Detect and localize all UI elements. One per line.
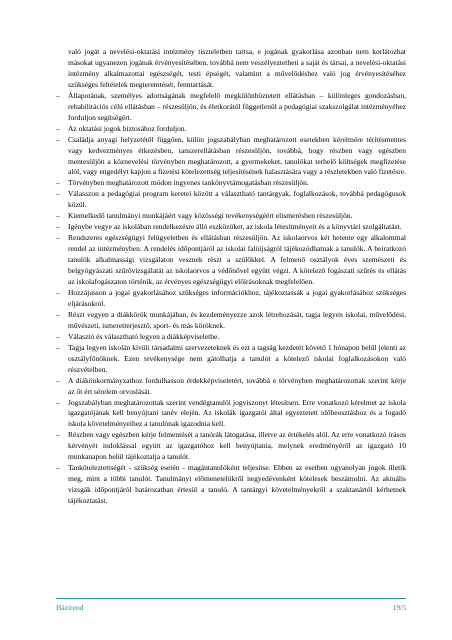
list-item [56, 189, 406, 211]
list-item-text: Családja anyagi helyzetétől függően, külön jogszabályban meghatározott esetekben kérelmére térítésmentes vagy kedvezményes étkezésben, tanszerellátásban részesüljön, továbbá, hogy részben vagy egészben mentesüljön a köznevelési törvényben meghatározott, a gyermekeket, tanulókat terhelő költségek megfizetése alól, vagy engedélyt kapjon a fizetési kötelezettség teljesítésének halasztására vagy a részletekben való fizetésre. [68, 134, 406, 177]
list-item [56, 463, 406, 507]
page-content [56, 47, 406, 507]
list-item [56, 222, 406, 233]
list-item [56, 343, 406, 376]
list-item [56, 376, 406, 398]
list-item-text: Rendszeres egészségügyi felügyeletben és ellátásban részesüljön. Az iskolaorvos két hetente egy alkalommal rendel az intézményben. A rendelés időpontjáról az iskolai faliújságról tájékozódhatnak a tanulók. A beiratkozó tanulók alkalmassági vizsgálaton vesznek részt a szülőkkel. A felmenő osztályok éves szemészeti és belgyógyászati szűrővizsgálatát az iskolaorvos a védőnővel együtt végzi. A kötelező fogászati szűrés és ellátás az iskolafogászaton történik, az érvényes egészségügyi előírásoknak megfelelően. [68, 233, 406, 287]
bullet-dash-icon: – [56, 222, 60, 232]
list-item [56, 288, 406, 310]
intro-paragraph: való jogát a nevelési-oktatási intézmény tiszteletben tartsa, e jogának gyakorlása azonban nem korlátozhat másokat ugyanezen jogának érvényesítésében, továbbá nem veszélyeztetheti a saját és társai, a nevelési-oktatási intézmény alkalmazottai egészségét, testi épségét, valamint a művelődéshez való jog érvényesítéséhez szükséges feltételek megteremtését, fenntartását. [68, 47, 406, 89]
list-item-text: Állapotának, személyes adottságának megfelelő megkülönböztetett ellátásban – különleges gondozásban, rehabilitációs célú ellátásban – részesüljön, és életkorától függetlenül a pedagógiai szakszolgálat intézményéhez forduljon segítségért. [68, 90, 406, 122]
bullet-dash-icon: – [56, 287, 60, 297]
list-item-text: Jogszabályban meghatározottak szerint vendégtanulói jogviszonyt létesítsen. Erre vonatkozó kérelmet az iskola igazgatójának kell benyújtani tanév elején. Az iskolák igazgatói által egyeztetett időbeosztáshoz és a fogadó iskola követelményeihez a tanulónak igazodnia kell. [68, 397, 406, 429]
bullet-dash-icon: – [56, 463, 60, 473]
list-item-text: Az oktatási jogok biztosához forduljon. [68, 123, 187, 133]
list-item-text: Választó és választható legyen a diákképviseletbe. [68, 331, 220, 341]
list-item [56, 91, 406, 124]
rights-list [56, 91, 406, 507]
list-item-text: Hozzájusson a jogai gyakorlásához szükséges információkhoz, tájékoztassák a jogai gyakorlásához szükséges eljárásokról. [68, 287, 406, 308]
list-item [56, 332, 406, 343]
list-item [56, 310, 406, 332]
bullet-dash-icon: – [56, 309, 60, 319]
bullet-dash-icon: – [56, 178, 60, 188]
bullet-dash-icon: – [56, 375, 60, 385]
bullet-dash-icon: – [56, 123, 60, 133]
bullet-dash-icon: – [56, 397, 60, 407]
bullet-dash-icon: – [56, 342, 60, 352]
list-item [56, 211, 406, 222]
list-item [56, 124, 406, 135]
list-item [56, 430, 406, 463]
list-item-text: Tagja legyen iskolán kívüli társadalmi szervezeteknek és ezt a tagság kezdetét követő 1 hónapon belül jelenti az osztályfőnöknek. Ezen tevékenysége nem gátolhatja a tanulót a kötelező iskolai foglalkozásokon való részvételben. [68, 342, 406, 374]
footer-document-title: Házirend [56, 603, 84, 612]
list-item-text: A diákönkormányzathoz fordulhasson érdekképviseletért, továbbá e törvényben meghatározottak szerint kérje az őt ért sérelem orvoslását. [68, 375, 406, 396]
bullet-dash-icon: – [56, 90, 60, 100]
footer-page-number: 19/5 [392, 603, 406, 612]
list-item-text: Tanköteleztettségét - szükség esetén - magántanulóként teljesítse. Ebben az esetben ugyanolyan jogok illetik meg, mint a többi tanulót. Tanulmányi előmenetelükről negyedévenként kötelesek beszámolni. Az aktuális vizsgák időpontjáról határozatban értesül a tanuló. A tantárgyi követelményekről a szaktanártól kérhetnek tájékoztatást. [68, 463, 406, 506]
bullet-dash-icon: – [56, 211, 60, 221]
bullet-dash-icon: – [56, 331, 60, 341]
list-item [56, 178, 406, 189]
list-item [56, 398, 406, 431]
list-item [56, 233, 406, 288]
bullet-dash-icon: – [56, 430, 60, 440]
list-item-text: Részt vegyen a diákkörök munkájában, és kezdeményezze azok létrehozását, tagja legyen iskolai, művelődési, művészeti, ismeretterjesztő, sport- és más köröknek. [68, 309, 406, 330]
list-item [56, 135, 406, 179]
list-item-text: Törvényben meghatározott módon ingyenes tankönyvtámogatásban részesüljön. [68, 178, 309, 188]
footer-divider [56, 598, 406, 599]
list-item-text: Válasszon a pedagógiai program keretei között a választható tantárgyak, foglalkozások, továbbá pedagógusok közül. [68, 189, 406, 210]
list-item-text: Igénybe vegye az iskolában rendelkezésre álló eszközöket, az iskola létesítményeit és a könyvtári szolgáltatást. [68, 222, 402, 232]
list-item-text: Részben vagy egészben kérje felmentését a tanórák látogatása, illetve az értékelés alól. Az erre vonatkozó írásos kérvényét indoklással együtt az igazgatóhoz kell benyújtania, melynek eredményéről az igazgató 10 munkanapon belül tájékoztatja a tanulót. [68, 430, 406, 462]
bullet-dash-icon: – [56, 233, 60, 243]
bullet-dash-icon: – [56, 189, 60, 199]
bullet-dash-icon: – [56, 134, 60, 144]
list-item-text: Kiemelkedő tanulmányi munkájáért vagy közösségi tevékenységéért elismerésben részesüljön. [68, 211, 353, 221]
